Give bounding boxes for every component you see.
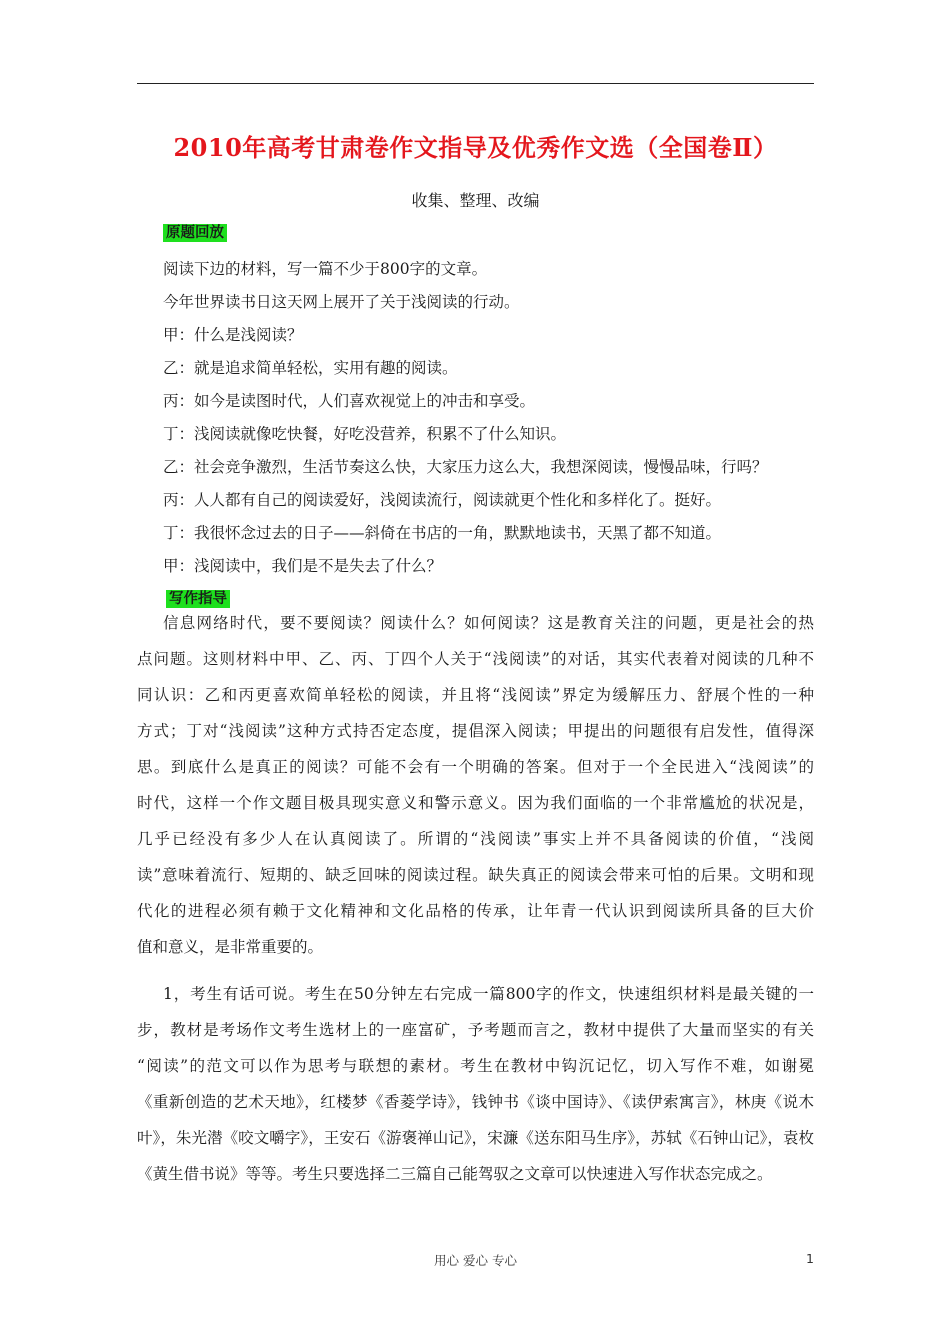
dialogue-line: 丁：我很怀念过去的日子——斜倚在书店的一角，默默地读书，天黑了都不知道。	[163, 524, 722, 542]
paragraph-line: 信息网络时代，要不要阅读？阅读什么？如何阅读？这是教育关注的问题，更是社会的热	[163, 614, 814, 632]
page-number: 1	[806, 1251, 814, 1266]
dialogue-line: 丙：人人都有自己的阅读爱好，浅阅读流行，阅读就更个性化和多样化了。挺好。	[163, 491, 722, 509]
prompt-line: 今年世界读书日这天网上展开了关于浅阅读的行动。	[163, 293, 520, 311]
paragraph-line: 《黄生借书说》等等。考生只要选择二三篇自己能驾驭之文章可以快速进入写作状态完成之。	[137, 1165, 773, 1183]
paragraph-line: “阅读”的范文可以作为思考与联想的素材。考生在教材中钩沉记忆，切入写作不难，如谢冕	[137, 1057, 814, 1075]
paragraph-line: 读”意味着流行、短期的、缺乏回味的阅读过程。缺失真正的阅读会带来可怕的后果。文明和现	[137, 866, 814, 884]
section-heading-guidance: 写作指导	[166, 590, 230, 608]
dialogue-line: 乙：就是追求简单轻松，实用有趣的阅读。	[163, 359, 458, 377]
paragraph-line: 几乎已经没有多少人在认真阅读了。所谓的“浅阅读”事实上并不具备阅读的价值，“浅阅	[137, 830, 814, 848]
paragraph-line: 代化的进程必须有赖于文化精神和文化品格的传承，让年青一代认识到阅读所具备的巨大价	[137, 902, 814, 920]
paragraph-line: 点问题。这则材料中甲、乙、丙、丁四个人关于“浅阅读”的对话，其实代表着对阅读的几种不	[137, 650, 814, 668]
paragraph-line: 时代，这样一个作文题目极具现实意义和警示意义。因为我们面临的一个非常尴尬的状况是，	[137, 794, 814, 812]
dialogue-line: 乙：社会竞争激烈，生活节奏这么快，大家压力这么大，我想深阅读，慢慢品味，行吗？	[163, 458, 768, 476]
dialogue-line: 甲：浅阅读中，我们是不是失去了什么？	[163, 557, 443, 575]
prompt-line: 阅读下边的材料，写一篇不少于800字的文章。	[163, 260, 488, 278]
paragraph-line: 值和意义，是非常重要的。	[137, 938, 324, 956]
paragraph-line: 步，教材是考场作文考生选材上的一座富矿，予考题而言之，教材中提供了大量而坚实的有关	[137, 1021, 814, 1039]
paragraph-line: 同认识：乙和丙更喜欢简单轻松的阅读，并且将“浅阅读”界定为缓解压力、舒展个性的一种	[137, 686, 814, 704]
document-title: 2010年高考甘肃卷作文指导及优秀作文选（全国卷Ⅱ）	[173, 133, 778, 162]
paragraph-line: 思。到底什么是真正的阅读？可能不会有一个明确的答案。但对于一个全民进入“浅阅读”的	[137, 758, 814, 776]
paragraph-line: 《重新创造的艺术天地》，红楼梦《香菱学诗》，钱钟书《谈中国诗》、《读伊索寓言》，林庚《说木	[137, 1093, 814, 1111]
paragraph-line: 方式；丁对“浅阅读”这种方式持否定态度，提倡深入阅读；甲提出的问题很有启发性，值得深	[137, 722, 814, 740]
paragraph-line: 叶》，朱光潜《咬文嚼字》，王安石《游褒禅山记》，宋濂《送东阳马生序》，苏轼《石钟山记》，袁枚	[137, 1129, 814, 1147]
dialogue-line: 丙：如今是读图时代，人们喜欢视觉上的冲击和享受。	[163, 392, 536, 410]
dialogue-line: 甲：什么是浅阅读？	[163, 326, 303, 344]
document-subtitle: 收集、整理、改编	[411, 191, 540, 210]
header-rule	[137, 83, 814, 84]
paragraph-line: 1，考生有话可说。考生在50分钟左右完成一篇800字的作文，快速组织材料是最关键的一	[163, 985, 814, 1003]
dialogue-line: 丁：浅阅读就像吃快餐，好吃没营养，积累不了什么知识。	[163, 425, 567, 443]
section-heading-original: 原题回放	[163, 224, 227, 242]
footer-motto: 用心 爱心 专心	[434, 1253, 517, 1268]
